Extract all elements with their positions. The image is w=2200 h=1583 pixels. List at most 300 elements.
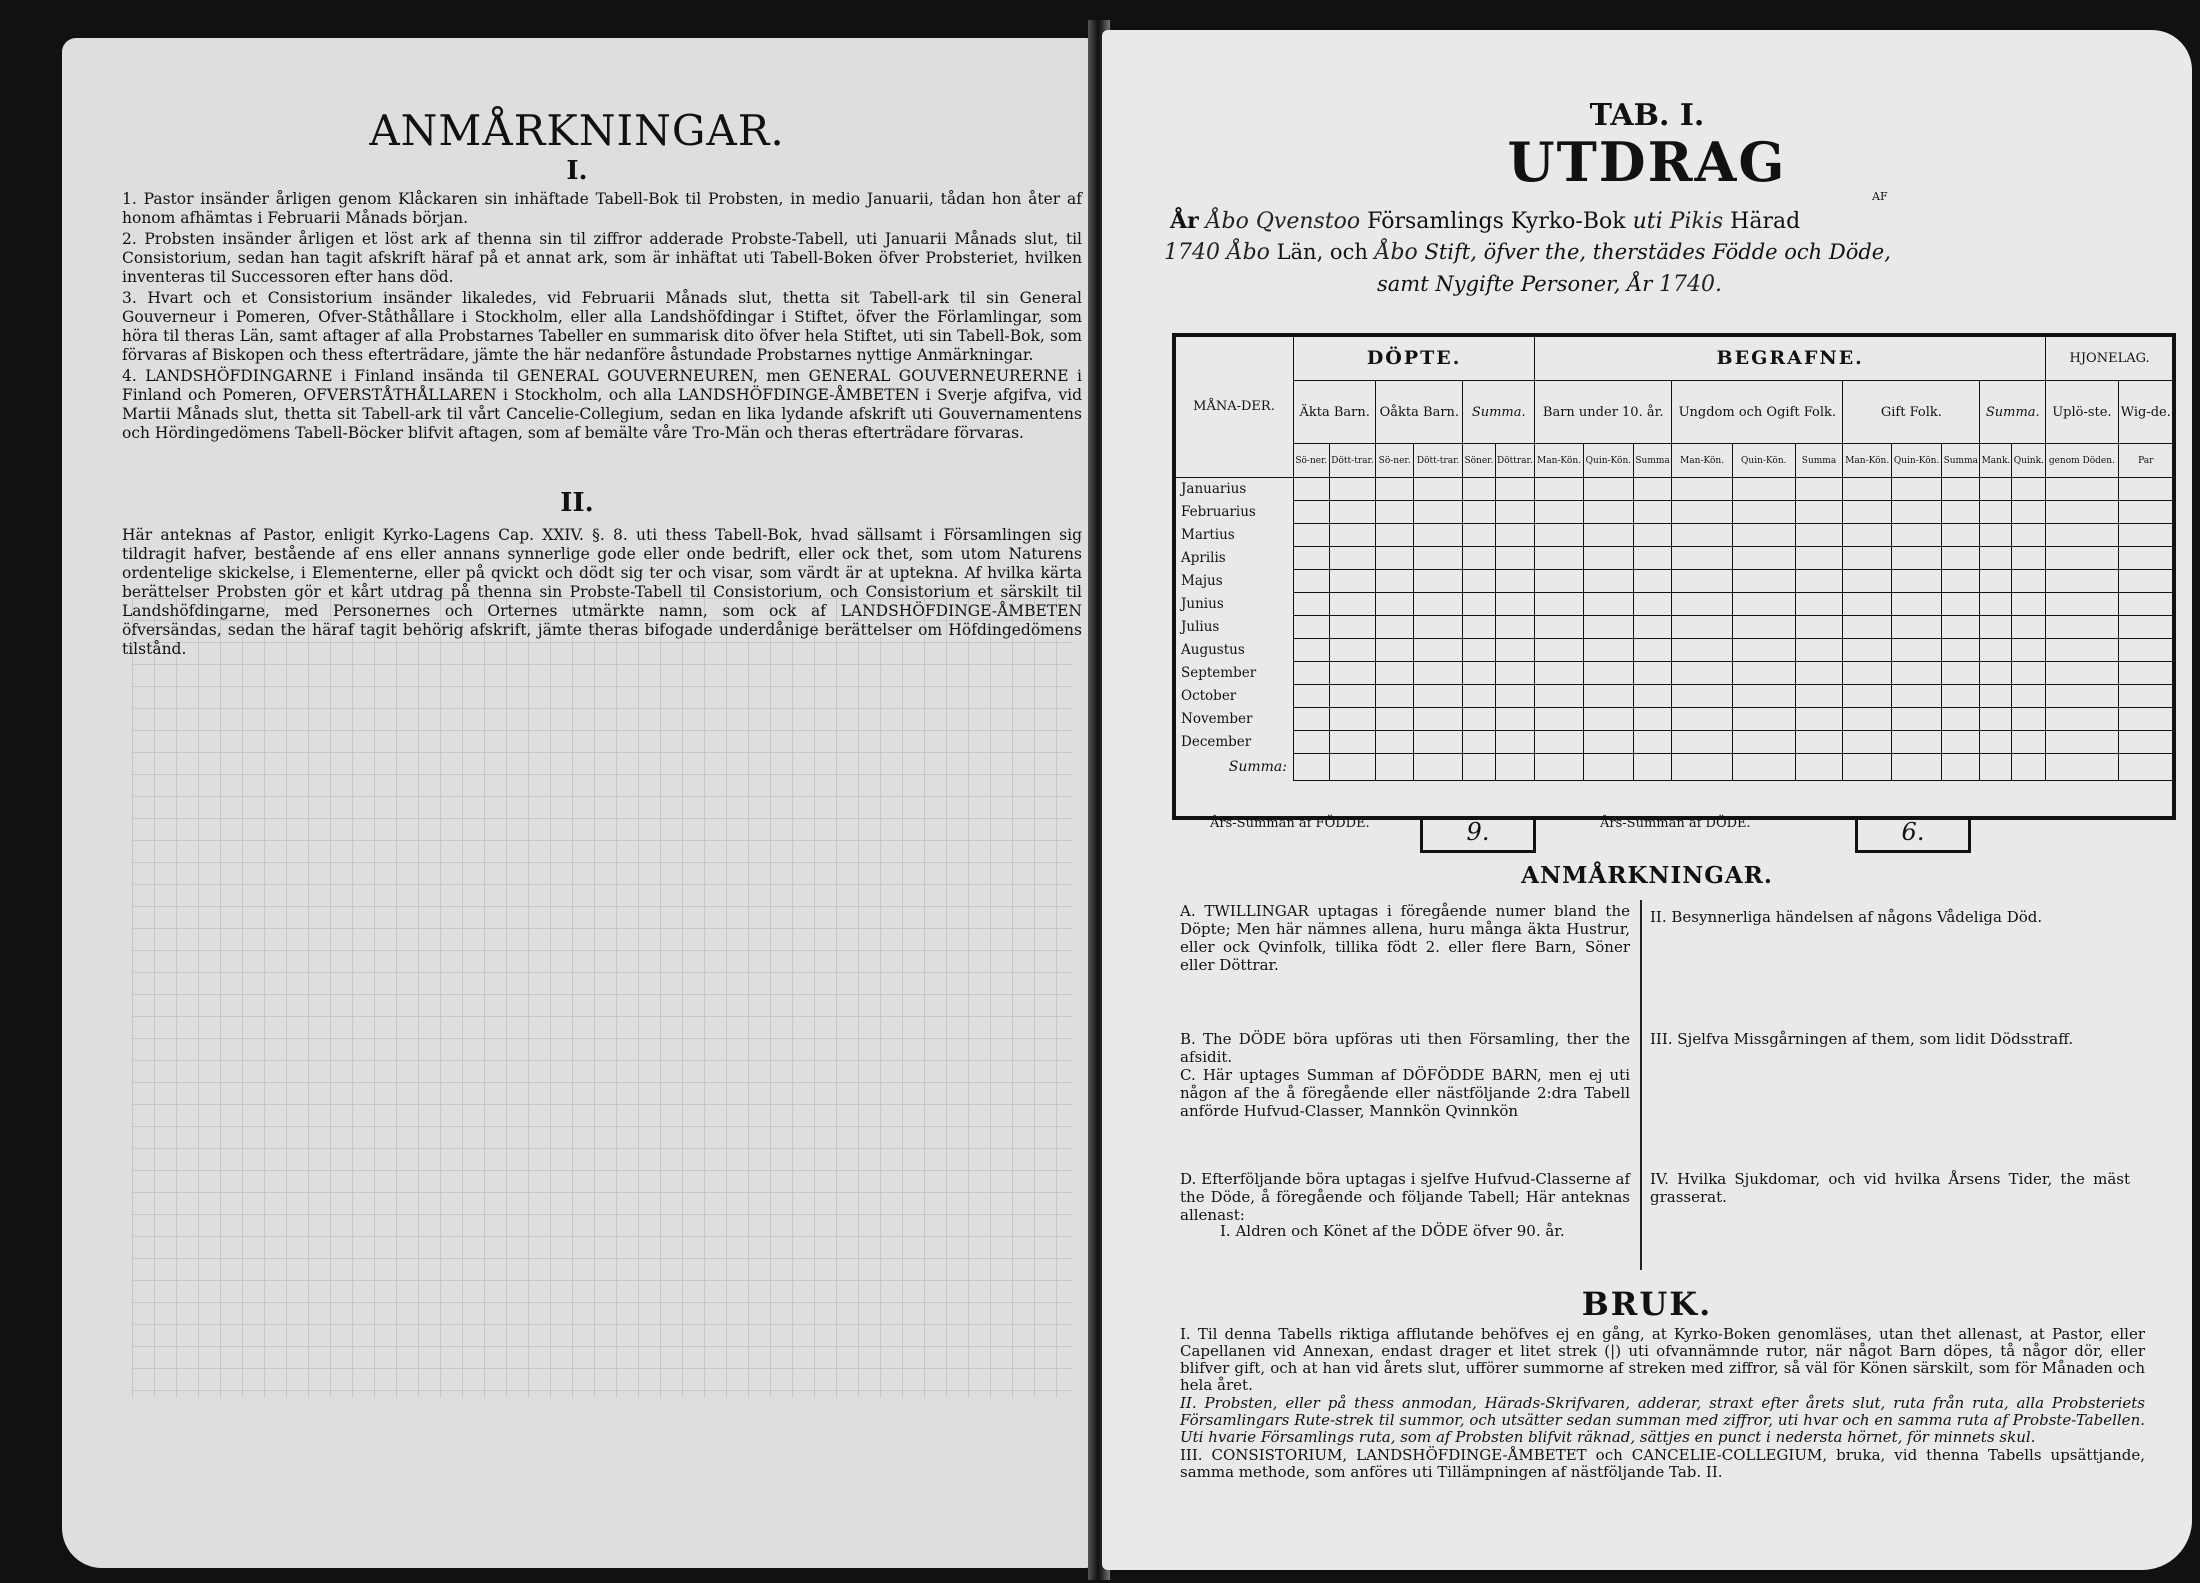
barn10-label: Barn under 10. år. — [1542, 404, 1664, 420]
table-cell — [1535, 524, 1584, 547]
table-cell — [1463, 524, 1495, 547]
table-cell — [1294, 731, 1330, 754]
table-cell — [1732, 501, 1795, 524]
table-cell — [2046, 616, 2118, 639]
table-cell — [1732, 731, 1795, 754]
table-cell — [1463, 570, 1495, 593]
month-row — [1175, 501, 2174, 524]
table-cell — [1463, 547, 1495, 570]
month-row — [1175, 662, 2174, 685]
table-cell — [1376, 685, 1413, 708]
summa-cell — [1376, 754, 1413, 781]
month-label: Aprilis — [1175, 547, 1294, 570]
table-cell — [1376, 662, 1413, 685]
table-cell — [1495, 662, 1535, 685]
uti-label: uti — [1632, 209, 1663, 234]
section-ii: II. — [560, 488, 594, 518]
sub-dottrar: Dött-trar. — [1329, 444, 1376, 478]
table-cell — [1795, 616, 1843, 639]
table-cell — [1463, 501, 1495, 524]
table-cell — [1843, 547, 1892, 570]
lan-label: Län, och — [1276, 240, 1368, 264]
table-cell — [1329, 524, 1376, 547]
summa-cell — [2012, 754, 2046, 781]
header-row-2 — [1175, 381, 2174, 444]
left-title: ANMÅRKNINGAR. — [369, 106, 785, 155]
table-cell — [1942, 685, 1980, 708]
summa-label: Summa. — [1471, 404, 1526, 420]
table-cell — [1942, 501, 1980, 524]
table-cell — [1413, 570, 1462, 593]
summa-cell — [1583, 754, 1633, 781]
table-cell — [2046, 685, 2118, 708]
summa-header — [1463, 381, 1535, 444]
table-cell — [1413, 478, 1462, 501]
sub-soner-3: Söner. — [1463, 444, 1495, 478]
table-cell — [1329, 662, 1376, 685]
forsamlings-label: Församlings Kyrko-Bok — [1367, 209, 1626, 234]
table-cell — [1633, 662, 1671, 685]
table-cell — [2012, 731, 2046, 754]
oakta-header — [1376, 381, 1463, 444]
month-row — [1175, 524, 2174, 547]
month-row — [1175, 547, 2174, 570]
note-3: 3. Hvart och et Consistorium insänder likaledes, vid Februarii Månads slut, thetta sit Tabell-ark til sin General Gouverneur i Pomeren, Ofver-Ståthållare i Stockholm, eller alla Landshöfdingar i Stiftet, öfver the Förlamlingar, som höra til theras Län, samt aftager af alla Probstarnes Tabeller en summarisk dito öfver hela Stiftet, uti sin Tabell-Bok, som förvaras af Biskopen och thess efterträdare, jämte the här nedanföre åstundade Probstarnes nyttige Anmärkningar. — [122, 289, 1082, 364]
stift-label: Stift, öfver the, therstädes Födde och Döde, — [1424, 240, 1891, 264]
table-cell — [2046, 593, 2118, 616]
summa2-header — [1980, 381, 2046, 444]
sub-mankon-3: Man-Kön. — [1843, 444, 1892, 478]
table-cell — [1980, 478, 2012, 501]
table-cell — [1495, 547, 1535, 570]
table-cell — [1732, 593, 1795, 616]
table-cell — [1843, 501, 1892, 524]
summa-cell — [2046, 754, 2118, 781]
table-cell — [1413, 639, 1462, 662]
table-cell — [1463, 708, 1495, 731]
month-row — [1175, 570, 2174, 593]
table-cell — [1732, 616, 1795, 639]
bruk-heading: BRUK. — [1581, 1285, 1713, 1323]
akta-label: Äkta Barn. — [1299, 404, 1370, 420]
summa-cell — [1633, 754, 1671, 781]
table-cell — [1495, 478, 1535, 501]
table-cell — [2012, 685, 2046, 708]
summa-cell — [1413, 754, 1462, 781]
month-label: Januarius — [1175, 478, 1294, 501]
table-cell — [1795, 547, 1843, 570]
table-cell — [1413, 616, 1462, 639]
summa2-label: Summa. — [1985, 404, 2040, 420]
table-cell — [1583, 708, 1633, 731]
month-row — [1175, 478, 2174, 501]
table-cell — [1942, 708, 1980, 731]
column-divider — [1640, 900, 1642, 1270]
table-cell — [1732, 547, 1795, 570]
table-cell — [2118, 547, 2173, 570]
sub-quink: Quink. — [2012, 444, 2046, 478]
summa-cell — [1329, 754, 1376, 781]
sub-soner: Sö-ner. — [1294, 444, 1330, 478]
header-row-3 — [1175, 444, 2174, 478]
month-row — [1175, 593, 2174, 616]
table-cell — [1535, 547, 1584, 570]
table-cell — [1892, 593, 1942, 616]
month-row — [1175, 639, 2174, 662]
table-cell — [1583, 524, 1633, 547]
barn10-header — [1535, 381, 1672, 444]
hjonelag-header — [2046, 336, 2174, 381]
begrafne-label: BEGRAFNE. — [1716, 347, 1864, 369]
sub-genom: genom Döden. — [2046, 444, 2118, 478]
table-cell — [1413, 501, 1462, 524]
month-row — [1175, 731, 2174, 754]
table-cell — [1843, 708, 1892, 731]
table-cell — [1583, 593, 1633, 616]
table-cell — [1376, 570, 1413, 593]
note-5: Här anteknas af Pastor, enligit Kyrko-Lagens Cap. XXIV. §. 8. uti thess Tabell-Bok, hvad sällsamt i Församlingen sig tildragit hafver, bestående af ens eller annans synnerlige gode eller onde bedrift, eller ock thet, som utom Naturens ordentelige skickelse, i Elementerne, eller på qvickt och dödt sig ter och visar, som värdt är at uptekna. Af hvilka kärta berättelser Probsten gör et kårt utdrag på thenna sin Probste-Tabell til Consistorium, och Consistorium et särskilt til Landshöfdingarne, med Personernes och Orternes utmärkte namn, som ock af LANDSHÖFDINGE-ÅMBETEN öfversändas, sedan the häraf tagit behörig afskrift, jämte theras bifogade underdånige berättelser om Höfdingedömens tilstånd. — [122, 526, 1082, 658]
table-cell — [2046, 662, 2118, 685]
table-cell — [1633, 524, 1671, 547]
table-cell — [1535, 731, 1584, 754]
wigde-label: Wig-de. — [2120, 404, 2171, 420]
ungdom-label: Ungdom och Ogift Folk. — [1678, 404, 1837, 420]
wigde-header — [2118, 381, 2173, 444]
table-cell — [1535, 685, 1584, 708]
table-cell — [1980, 662, 2012, 685]
summa-cell — [1980, 754, 2012, 781]
bruk-text — [1180, 1326, 2145, 1482]
summa-row — [1175, 754, 2174, 781]
table-cell — [1294, 593, 1330, 616]
table-cell — [1795, 524, 1843, 547]
table-cell — [1376, 524, 1413, 547]
handwritten-lan: Åbo — [1205, 209, 1249, 234]
sub-summa-3: Summa — [1942, 444, 1980, 478]
table-cell — [1294, 685, 1330, 708]
table-cell — [1942, 570, 1980, 593]
table-cell — [2046, 524, 2118, 547]
sub-quinkon-2: Quin-Kön. — [1732, 444, 1795, 478]
table-cell — [1672, 524, 1733, 547]
table-cell — [1633, 547, 1671, 570]
table-cell — [1329, 478, 1376, 501]
table-cell — [1535, 478, 1584, 501]
table-cell — [1329, 616, 1376, 639]
table-cell — [1732, 478, 1795, 501]
table-cell — [2118, 478, 2173, 501]
table-cell — [1376, 708, 1413, 731]
sub-mank: Mank. — [1980, 444, 2012, 478]
table-cell — [1413, 547, 1462, 570]
table-cell — [1672, 478, 1733, 501]
bruk-3: III. CONSISTORIUM, LANDSHÖFDINGE-ÅMBETET och CANCELIE-COLLEGIUM, bruka, vid thenna Tabells upsättjande, samma methode, som anföres uti Tillämpningen af nästföljande Tab. II. — [1180, 1446, 2145, 1481]
begrafne-header — [1535, 336, 2046, 381]
table-cell — [1980, 685, 2012, 708]
gift-header — [1843, 381, 1980, 444]
summa-cell — [1535, 754, 1584, 781]
table-cell — [1633, 593, 1671, 616]
table-cell — [1535, 593, 1584, 616]
table-cell — [1376, 593, 1413, 616]
ars-fodde-value: 9. — [1420, 816, 1536, 853]
table-cell — [1495, 685, 1535, 708]
table-cell — [1413, 524, 1462, 547]
table-cell — [1376, 731, 1413, 754]
table-cell — [2118, 639, 2173, 662]
table-cell — [1843, 662, 1892, 685]
table-cell — [1795, 662, 1843, 685]
table-cell — [1463, 685, 1495, 708]
table-cell — [1633, 501, 1671, 524]
table-cell — [2118, 662, 2173, 685]
table-cell — [2118, 685, 2173, 708]
table-cell — [1376, 639, 1413, 662]
table-cell — [1843, 731, 1892, 754]
month-label: Augustus — [1175, 639, 1294, 662]
note-iii: III. Sjelfva Missgårningen af them, som lidit Dödsstraff. — [1650, 1030, 2074, 1048]
month-label: December — [1175, 731, 1294, 754]
header-line-1 — [1170, 208, 1800, 234]
table-cell — [1942, 524, 1980, 547]
table-cell — [1535, 501, 1584, 524]
note-b: B. The DÖDE böra upföras uti then Församling, ther the afsidit. — [1180, 1030, 1630, 1066]
table-cell — [1294, 662, 1330, 685]
table-cell — [1672, 685, 1733, 708]
summa-cell — [1795, 754, 1843, 781]
manader-header — [1175, 336, 1294, 478]
table-cell — [1795, 570, 1843, 593]
table-cell — [1892, 685, 1942, 708]
handwritten-lan-2: Åbo — [1226, 240, 1270, 265]
table-cell — [1633, 685, 1671, 708]
table-cell — [2118, 616, 2173, 639]
hjonelag-label: HJONELAG. — [2069, 350, 2150, 366]
uploste-header — [2046, 381, 2118, 444]
note-ii: II. Besynnerliga händelsen af någons Vådeliga Död. — [1650, 908, 2043, 926]
table-cell — [1329, 685, 1376, 708]
header-line-2 — [1164, 240, 1891, 265]
month-label: Februarius — [1175, 501, 1294, 524]
ars-fodde-label: Års-Summan af FÖDDE. — [1210, 816, 1370, 831]
month-row — [1175, 685, 2174, 708]
table-cell — [1583, 616, 1633, 639]
handwritten-year-2: 1740. — [1659, 272, 1723, 297]
month-label: Junius — [1175, 593, 1294, 616]
bruk-2: II. Probsten, eller på thess anmodan, Härads-Skrifvaren, adderar, straxt efter årets slut, ruta från ruta, alla Probsteriets Församlingars Rute-strek til summor, och utsätter sedan summan med ziffror, uti hvar och en samma ruta af Probste-Tabellen. Uti hvarie Församlings ruta, som af Probsten blifvit räknad, sättjes en punct i nedersta hörnet, för minnets skul. — [1180, 1394, 2145, 1446]
summa-cell — [1843, 754, 1892, 781]
note-d: D. Efterföljande böra uptagas i sjelfve Hufvud-Classerne af the Döde, å föregående och följande Tabell; Här anteknas allenast: — [1180, 1170, 1630, 1224]
table-cell — [1294, 547, 1330, 570]
table-cell — [1495, 639, 1535, 662]
table-cell — [1672, 731, 1733, 754]
month-label: Martius — [1175, 524, 1294, 547]
anmarkningar-heading: ANMÅRKNINGAR. — [1521, 862, 1773, 889]
table-cell — [1535, 639, 1584, 662]
month-label: October — [1175, 685, 1294, 708]
table-cell — [1329, 501, 1376, 524]
table-cell — [1633, 639, 1671, 662]
sub-summa-2: Summa — [1795, 444, 1843, 478]
table-cell — [1732, 708, 1795, 731]
table-cell — [1892, 639, 1942, 662]
table-cell — [2046, 478, 2118, 501]
ars-dode-value: 6. — [1855, 816, 1971, 853]
table-cell — [1732, 685, 1795, 708]
table-cell — [2012, 570, 2046, 593]
note-d1: I. Aldren och Könet af the DÖDE öfver 90. år. — [1220, 1222, 1565, 1240]
table-cell — [1633, 616, 1671, 639]
table-cell — [1980, 708, 2012, 731]
table-cell — [2046, 639, 2118, 662]
table-cell — [1463, 616, 1495, 639]
table-cell — [2046, 570, 2118, 593]
table-cell — [1980, 616, 2012, 639]
table-cell — [1892, 501, 1942, 524]
table-cell — [2118, 731, 2173, 754]
table-cell — [1672, 662, 1733, 685]
table-cell — [1495, 616, 1535, 639]
table-cell — [1795, 639, 1843, 662]
table-cell — [1329, 731, 1376, 754]
handwritten-harad: Pikis — [1669, 209, 1724, 234]
table-cell — [1672, 616, 1733, 639]
ars-dode-label: Års-Summan af DÖDE. — [1600, 816, 1751, 831]
table-cell — [1294, 524, 1330, 547]
right-page — [1102, 30, 2192, 1570]
table-cell — [1843, 570, 1892, 593]
table-cell — [1583, 662, 1633, 685]
table-cell — [1633, 731, 1671, 754]
table-cell — [1795, 593, 1843, 616]
table-cell — [1376, 616, 1413, 639]
table-cell — [1633, 478, 1671, 501]
table-cell — [2012, 639, 2046, 662]
sub-dottrar-3: Döttrar. — [1495, 444, 1535, 478]
table-cell — [1413, 708, 1462, 731]
table-cell — [2012, 478, 2046, 501]
table-cell — [1495, 731, 1535, 754]
dopte-label: DÖPTE. — [1366, 347, 1462, 369]
table-cell — [1672, 708, 1733, 731]
table-cell — [2118, 593, 2173, 616]
summa-cell — [1942, 754, 1980, 781]
table-cell — [1843, 639, 1892, 662]
table-cell — [1980, 639, 2012, 662]
page-title: UTDRAG — [1507, 130, 1787, 194]
table-cell — [1843, 593, 1892, 616]
note-iv: IV. Hvilka Sjukdomar, och vid hvilka Årsens Tider, the mäst grasserat. — [1650, 1170, 2130, 1206]
table-cell — [1892, 547, 1942, 570]
oakta-label: Oåkta Barn. — [1379, 404, 1460, 420]
table-cell — [2012, 501, 2046, 524]
af-label: AF — [1872, 190, 1888, 203]
table-cell — [1732, 639, 1795, 662]
month-row — [1175, 616, 2174, 639]
left-page — [62, 38, 1092, 1568]
table-cell — [1892, 662, 1942, 685]
table-cell — [1980, 501, 2012, 524]
table-cell — [2046, 547, 2118, 570]
table-cell — [2012, 547, 2046, 570]
summa-cell — [1463, 754, 1495, 781]
table-cell — [1892, 478, 1942, 501]
table-cell — [1892, 570, 1942, 593]
sub-soner-2: Sö-ner. — [1376, 444, 1413, 478]
table-cell — [1942, 547, 1980, 570]
sub-mankon-1: Man-Kön. — [1535, 444, 1584, 478]
table-cell — [1495, 593, 1535, 616]
table-cell — [1732, 524, 1795, 547]
gift-label: Gift Folk. — [1880, 404, 1942, 420]
summa-cell — [1294, 754, 1330, 781]
summa-cell — [1495, 754, 1535, 781]
uploste-label: Uplö-ste. — [2052, 404, 2112, 420]
table-cell — [1843, 685, 1892, 708]
table-cell — [1892, 731, 1942, 754]
month-row — [1175, 708, 2174, 731]
table-cell — [1942, 662, 1980, 685]
table-cell — [1413, 593, 1462, 616]
dopte-header — [1294, 336, 1535, 381]
table-cell — [2012, 662, 2046, 685]
summa-cell — [2118, 754, 2173, 781]
table-cell — [1294, 708, 1330, 731]
bruk-1: I. Til denna Tabells riktiga afflutande behöfves ej en gång, at Kyrko-Boken genomläses, utan thet allenast, at Pastor, eller Capellanen vid Annexan, endast drager et litet strek (|) uti ofvannämnde rutor, när något Barn döpes, tå någor dör, eller blifver gift, och at han vid årets slut, ufförer summorne af streken med ziffror, så väl för Könen särskilt, som för Månaden och hela året. — [1180, 1325, 2145, 1394]
handwritten-stift: Åbo — [1374, 240, 1418, 265]
table-cell — [1329, 547, 1376, 570]
table-cell — [1892, 616, 1942, 639]
table-cell — [1795, 731, 1843, 754]
table-cell — [2046, 708, 2118, 731]
table-cell — [1495, 524, 1535, 547]
table-cell — [1294, 570, 1330, 593]
table-cell — [1495, 570, 1535, 593]
table-cell — [1583, 547, 1633, 570]
table-cell — [1942, 639, 1980, 662]
table-cell — [1376, 478, 1413, 501]
sub-par: Par — [2118, 444, 2173, 478]
handwritten-parish: Qvenstoo — [1255, 209, 1361, 234]
table-cell — [1376, 547, 1413, 570]
table-cell — [1413, 685, 1462, 708]
table-cell — [1376, 501, 1413, 524]
note-c: C. Här uptages Summan af DÖFÖDDE BARN, men ej uti någon af the å föregående eller nästföljande 2:dra Tabell anförde Hufvud-Classer, Mannkön Qvinnkön — [1180, 1066, 1630, 1120]
left-section-2 — [122, 526, 1082, 661]
table-cell — [1583, 478, 1633, 501]
table-cell — [1672, 501, 1733, 524]
note-a: A. TWILLINGAR uptagas i föregående numer bland the Döpte; Men här nämnes allena, huru många äkta Hustrur, eller ock Qvinfolk, tillika födt 2. eller flere Barn, Söner eller Döttrar. — [1180, 902, 1630, 974]
table-cell — [1633, 708, 1671, 731]
sub-dottrar-2: Dött-trar. — [1413, 444, 1462, 478]
table-cell — [1463, 593, 1495, 616]
month-label: Julius — [1175, 616, 1294, 639]
table-cell — [1294, 478, 1330, 501]
table-cell — [1329, 570, 1376, 593]
table-cell — [1294, 501, 1330, 524]
table-cell — [1942, 478, 1980, 501]
manader-label: MÅNA-DER. — [1193, 399, 1275, 414]
table-cell — [1535, 662, 1584, 685]
sub-mankon-2: Man-Kön. — [1672, 444, 1733, 478]
table-cell — [1942, 731, 1980, 754]
table-cell — [1942, 593, 1980, 616]
table-cell — [1980, 524, 2012, 547]
table-cell — [1980, 547, 2012, 570]
ar-label: År — [1170, 208, 1199, 234]
table-cell — [2118, 524, 2173, 547]
table-cell — [1463, 731, 1495, 754]
